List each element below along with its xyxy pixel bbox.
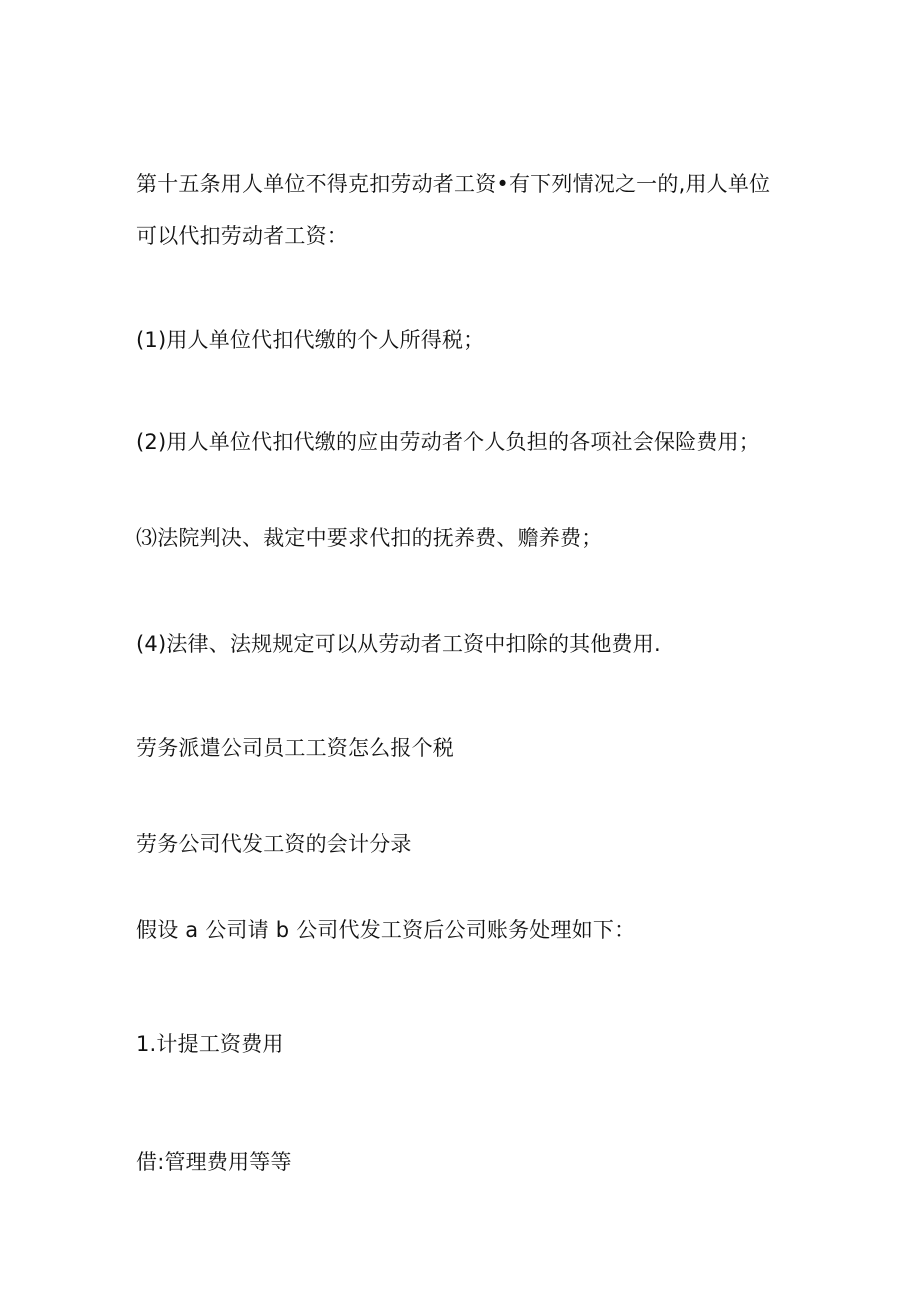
item-1: (1)用人单位代扣代缴的个人所得税； [136, 328, 485, 352]
item-4: (4)法律、法规规定可以从劳动者工资中扣除的其他费用. [136, 632, 661, 656]
item-3: ⑶法院判决、裁定中要求代扣的抚养费、赡养费； [136, 526, 603, 550]
debit-entry: 借:管理费用等等 [136, 1150, 292, 1174]
section-heading-accounting: 劳务公司代发工资的会计分录 [136, 832, 412, 856]
section-heading-tax: 劳务派遣公司员工工资怎么报个税 [136, 736, 454, 760]
article-15-line-2: 可以代扣劳动者工资： [136, 224, 348, 248]
example-intro: 假设 a 公司请 b 公司代发工资后公司账务处理如下： [136, 918, 636, 942]
item-2: (2)用人单位代扣代缴的应由劳动者个人负担的各项社会保险费用； [136, 430, 760, 454]
step-1: 1.计提工资费用 [136, 1032, 284, 1056]
article-15-line-1: 第十五条用人单位不得克扣劳动者工资•有下列情况之一的,用人单位 [136, 172, 771, 196]
